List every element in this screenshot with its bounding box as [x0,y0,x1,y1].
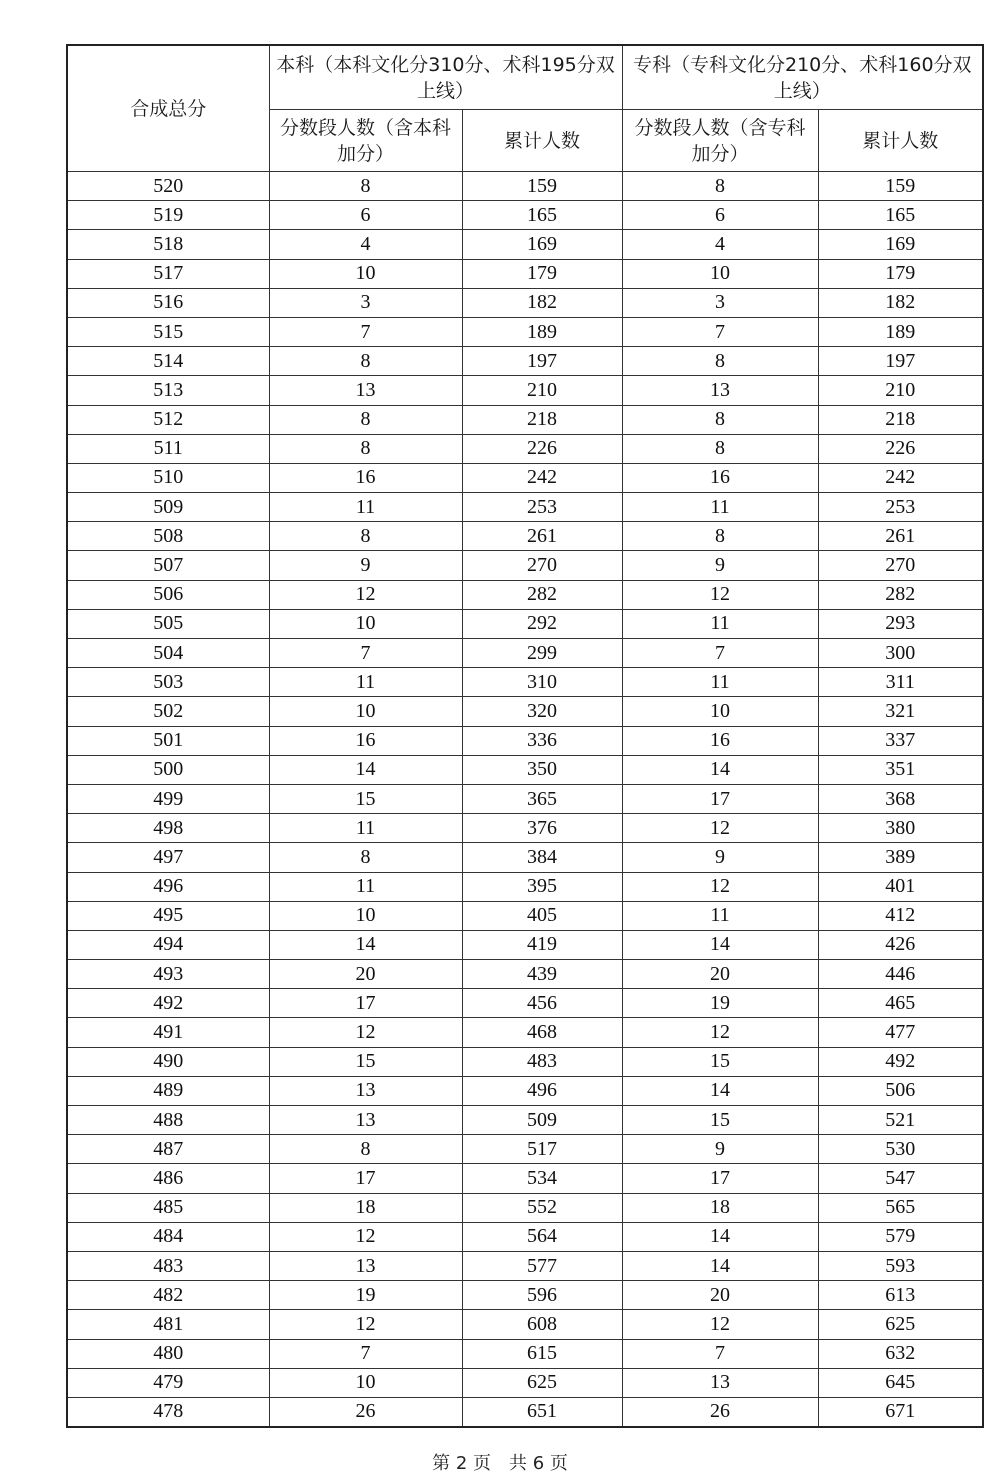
cell-undergrad-segment: 7 [269,1339,462,1368]
cell-total-score: 483 [67,1251,269,1280]
table-row [67,522,983,551]
cell-total-score: 498 [67,814,269,843]
cell-total-score: 478 [67,1397,269,1427]
cell-total-score: 490 [67,1047,269,1076]
header-total-score: 合成总分 [67,45,269,172]
table-row [67,1076,983,1105]
cell-total-score: 513 [67,376,269,405]
cell-undergrad-cumulative: 197 [462,347,622,376]
cell-undergrad-cumulative: 182 [462,288,622,317]
table-body [67,172,983,1428]
cell-total-score: 504 [67,639,269,668]
cell-junior-cumulative: 625 [818,1310,983,1339]
table-row [67,989,983,1018]
cell-undergrad-segment: 8 [269,405,462,434]
table-row [67,1164,983,1193]
cell-undergrad-cumulative: 596 [462,1281,622,1310]
cell-undergrad-cumulative: 270 [462,551,622,580]
cell-junior-segment: 17 [622,784,818,813]
cell-undergrad-cumulative: 218 [462,405,622,434]
cell-junior-segment: 8 [622,434,818,463]
cell-undergrad-segment: 13 [269,1106,462,1135]
cell-undergrad-cumulative: 165 [462,201,622,230]
table-row [67,493,983,522]
cell-total-score: 508 [67,522,269,551]
cell-total-score: 496 [67,872,269,901]
cell-junior-segment: 3 [622,288,818,317]
header-junior-group: 专科（专科文化分210分、术科160分双上线） [622,45,983,110]
cell-junior-cumulative: 218 [818,405,983,434]
cell-undergrad-cumulative: 577 [462,1251,622,1280]
cell-junior-cumulative: 337 [818,726,983,755]
score-distribution-table [66,44,984,1428]
cell-undergrad-cumulative: 226 [462,434,622,463]
cell-total-score: 501 [67,726,269,755]
cell-undergrad-segment: 8 [269,434,462,463]
table-row [67,1135,983,1164]
cell-undergrad-segment: 12 [269,1222,462,1251]
cell-undergrad-cumulative: 468 [462,1018,622,1047]
cell-junior-cumulative: 321 [818,697,983,726]
cell-junior-segment: 7 [622,317,818,346]
cell-undergrad-segment: 11 [269,493,462,522]
table-header [67,45,983,172]
table-row [67,1193,983,1222]
cell-junior-segment: 8 [622,522,818,551]
cell-undergrad-segment: 12 [269,1018,462,1047]
cell-junior-segment: 16 [622,463,818,492]
cell-total-score: 510 [67,463,269,492]
table-row [67,960,983,989]
cell-undergrad-segment: 10 [269,697,462,726]
cell-undergrad-cumulative: 159 [462,172,622,201]
cell-undergrad-cumulative: 365 [462,784,622,813]
table-row [67,872,983,901]
cell-junior-segment: 8 [622,347,818,376]
cell-junior-segment: 11 [622,668,818,697]
cell-undergrad-segment: 10 [269,901,462,930]
table-row [67,463,983,492]
cell-undergrad-segment: 8 [269,172,462,201]
cell-undergrad-segment: 10 [269,1368,462,1397]
table-row [67,288,983,317]
cell-undergrad-segment: 13 [269,376,462,405]
cell-undergrad-segment: 10 [269,259,462,288]
cell-undergrad-segment: 11 [269,814,462,843]
cell-junior-cumulative: 632 [818,1339,983,1368]
cell-junior-cumulative: 412 [818,901,983,930]
header-undergrad-group: 本科（本科文化分310分、术科195分双上线） [269,45,622,110]
cell-undergrad-segment: 8 [269,347,462,376]
table-row [67,1281,983,1310]
table-row [67,1368,983,1397]
cell-junior-segment: 18 [622,1193,818,1222]
cell-junior-segment: 14 [622,755,818,784]
table-row [67,755,983,784]
cell-junior-segment: 8 [622,172,818,201]
cell-total-score: 518 [67,230,269,259]
cell-junior-cumulative: 465 [818,989,983,1018]
table-row [67,376,983,405]
cell-junior-segment: 6 [622,201,818,230]
table-row [67,172,983,201]
cell-undergrad-cumulative: 534 [462,1164,622,1193]
cell-total-score: 486 [67,1164,269,1193]
cell-junior-cumulative: 492 [818,1047,983,1076]
cell-junior-cumulative: 579 [818,1222,983,1251]
cell-junior-segment: 20 [622,1281,818,1310]
cell-junior-cumulative: 506 [818,1076,983,1105]
cell-junior-cumulative: 159 [818,172,983,201]
cell-undergrad-cumulative: 384 [462,843,622,872]
cell-junior-cumulative: 179 [818,259,983,288]
cell-junior-cumulative: 613 [818,1281,983,1310]
cell-junior-segment: 11 [622,901,818,930]
cell-undergrad-segment: 11 [269,668,462,697]
header-undergrad-cumulative: 累计人数 [462,110,622,172]
cell-undergrad-segment: 10 [269,609,462,638]
cell-total-score: 519 [67,201,269,230]
cell-total-score: 517 [67,259,269,288]
cell-junior-segment: 26 [622,1397,818,1427]
cell-undergrad-segment: 6 [269,201,462,230]
cell-undergrad-segment: 7 [269,317,462,346]
cell-junior-cumulative: 671 [818,1397,983,1427]
cell-junior-cumulative: 226 [818,434,983,463]
table-row [67,1397,983,1427]
cell-junior-cumulative: 426 [818,930,983,959]
cell-undergrad-cumulative: 608 [462,1310,622,1339]
cell-total-score: 506 [67,580,269,609]
table-row [67,317,983,346]
cell-junior-cumulative: 380 [818,814,983,843]
cell-undergrad-segment: 4 [269,230,462,259]
cell-undergrad-segment: 19 [269,1281,462,1310]
cell-junior-cumulative: 521 [818,1106,983,1135]
cell-total-score: 499 [67,784,269,813]
cell-total-score: 494 [67,930,269,959]
table-row [67,901,983,930]
cell-undergrad-cumulative: 651 [462,1397,622,1427]
cell-junior-segment: 14 [622,1076,818,1105]
cell-junior-segment: 13 [622,1368,818,1397]
cell-junior-segment: 12 [622,872,818,901]
cell-junior-segment: 10 [622,259,818,288]
cell-junior-cumulative: 300 [818,639,983,668]
cell-junior-segment: 11 [622,609,818,638]
cell-undergrad-cumulative: 253 [462,493,622,522]
cell-junior-cumulative: 311 [818,668,983,697]
cell-undergrad-segment: 9 [269,551,462,580]
cell-junior-cumulative: 165 [818,201,983,230]
cell-undergrad-cumulative: 189 [462,317,622,346]
cell-undergrad-cumulative: 509 [462,1106,622,1135]
cell-total-score: 500 [67,755,269,784]
cell-total-score: 512 [67,405,269,434]
cell-undergrad-segment: 11 [269,872,462,901]
cell-total-score: 488 [67,1106,269,1135]
cell-undergrad-segment: 16 [269,726,462,755]
cell-undergrad-segment: 8 [269,843,462,872]
cell-junior-segment: 19 [622,989,818,1018]
cell-junior-segment: 14 [622,1251,818,1280]
cell-total-score: 479 [67,1368,269,1397]
cell-undergrad-cumulative: 261 [462,522,622,551]
cell-undergrad-segment: 20 [269,960,462,989]
cell-undergrad-segment: 8 [269,1135,462,1164]
table-row [67,1222,983,1251]
header-row-group [67,45,983,110]
cell-junior-cumulative: 645 [818,1368,983,1397]
cell-total-score: 492 [67,989,269,1018]
cell-undergrad-cumulative: 292 [462,609,622,638]
cell-junior-cumulative: 169 [818,230,983,259]
cell-junior-cumulative: 210 [818,376,983,405]
cell-junior-segment: 10 [622,697,818,726]
cell-junior-cumulative: 242 [818,463,983,492]
cell-undergrad-segment: 8 [269,522,462,551]
table-row [67,814,983,843]
cell-junior-segment: 8 [622,405,818,434]
cell-junior-cumulative: 389 [818,843,983,872]
cell-junior-segment: 14 [622,1222,818,1251]
table-row [67,230,983,259]
cell-total-score: 482 [67,1281,269,1310]
cell-total-score: 514 [67,347,269,376]
table-row [67,405,983,434]
cell-junior-segment: 12 [622,1018,818,1047]
cell-junior-cumulative: 593 [818,1251,983,1280]
header-junior-cumulative: 累计人数 [818,110,983,172]
cell-total-score: 487 [67,1135,269,1164]
cell-undergrad-cumulative: 456 [462,989,622,1018]
cell-total-score: 493 [67,960,269,989]
cell-undergrad-segment: 12 [269,580,462,609]
table-row [67,580,983,609]
table-row [67,347,983,376]
table-row [67,930,983,959]
table-row [67,434,983,463]
cell-junior-segment: 4 [622,230,818,259]
cell-total-score: 511 [67,434,269,463]
cell-junior-segment: 15 [622,1047,818,1076]
cell-undergrad-cumulative: 439 [462,960,622,989]
table-row [67,1047,983,1076]
cell-junior-segment: 7 [622,1339,818,1368]
cell-junior-segment: 12 [622,1310,818,1339]
table-row [67,843,983,872]
cell-undergrad-cumulative: 625 [462,1368,622,1397]
cell-undergrad-cumulative: 552 [462,1193,622,1222]
cell-total-score: 515 [67,317,269,346]
cell-junior-cumulative: 189 [818,317,983,346]
table-row [67,1339,983,1368]
table-row [67,551,983,580]
cell-undergrad-cumulative: 564 [462,1222,622,1251]
cell-junior-segment: 14 [622,930,818,959]
cell-junior-cumulative: 293 [818,609,983,638]
cell-junior-segment: 7 [622,639,818,668]
cell-undergrad-segment: 7 [269,639,462,668]
cell-junior-cumulative: 446 [818,960,983,989]
table-row [67,1018,983,1047]
table-row [67,1251,983,1280]
cell-junior-segment: 12 [622,814,818,843]
cell-junior-cumulative: 401 [818,872,983,901]
cell-junior-segment: 16 [622,726,818,755]
header-undergrad-segment: 分数段人数（含本科加分） [269,110,462,172]
cell-undergrad-segment: 13 [269,1076,462,1105]
cell-undergrad-cumulative: 483 [462,1047,622,1076]
cell-total-score: 491 [67,1018,269,1047]
cell-junior-segment: 20 [622,960,818,989]
cell-total-score: 502 [67,697,269,726]
table-row [67,609,983,638]
cell-undergrad-cumulative: 242 [462,463,622,492]
cell-undergrad-cumulative: 419 [462,930,622,959]
cell-undergrad-cumulative: 405 [462,901,622,930]
cell-undergrad-segment: 15 [269,784,462,813]
header-junior-segment: 分数段人数（含专科加分） [622,110,818,172]
cell-undergrad-segment: 18 [269,1193,462,1222]
cell-junior-segment: 9 [622,551,818,580]
cell-total-score: 516 [67,288,269,317]
cell-total-score: 489 [67,1076,269,1105]
table-row [67,697,983,726]
cell-undergrad-cumulative: 210 [462,376,622,405]
cell-junior-segment: 9 [622,843,818,872]
table-row [67,784,983,813]
cell-undergrad-segment: 12 [269,1310,462,1339]
cell-undergrad-segment: 14 [269,755,462,784]
cell-junior-segment: 12 [622,580,818,609]
table-row [67,668,983,697]
cell-total-score: 509 [67,493,269,522]
cell-undergrad-cumulative: 310 [462,668,622,697]
cell-undergrad-cumulative: 169 [462,230,622,259]
cell-undergrad-segment: 26 [269,1397,462,1427]
cell-total-score: 497 [67,843,269,872]
cell-junior-cumulative: 261 [818,522,983,551]
cell-undergrad-segment: 3 [269,288,462,317]
cell-junior-segment: 9 [622,1135,818,1164]
cell-undergrad-segment: 15 [269,1047,462,1076]
cell-junior-segment: 17 [622,1164,818,1193]
cell-junior-segment: 11 [622,493,818,522]
cell-undergrad-cumulative: 496 [462,1076,622,1105]
cell-junior-cumulative: 253 [818,493,983,522]
table-row [67,201,983,230]
table-row [67,639,983,668]
cell-undergrad-cumulative: 299 [462,639,622,668]
cell-undergrad-cumulative: 336 [462,726,622,755]
cell-undergrad-cumulative: 376 [462,814,622,843]
cell-junior-cumulative: 197 [818,347,983,376]
cell-total-score: 481 [67,1310,269,1339]
cell-undergrad-segment: 17 [269,1164,462,1193]
cell-total-score: 484 [67,1222,269,1251]
cell-undergrad-segment: 14 [269,930,462,959]
cell-junior-cumulative: 530 [818,1135,983,1164]
cell-junior-cumulative: 270 [818,551,983,580]
cell-junior-cumulative: 282 [818,580,983,609]
table-row [67,259,983,288]
cell-junior-segment: 15 [622,1106,818,1135]
cell-total-score: 520 [67,172,269,201]
cell-undergrad-cumulative: 615 [462,1339,622,1368]
table-row [67,726,983,755]
cell-junior-cumulative: 351 [818,755,983,784]
cell-undergrad-cumulative: 350 [462,755,622,784]
cell-junior-cumulative: 547 [818,1164,983,1193]
cell-undergrad-cumulative: 179 [462,259,622,288]
cell-junior-cumulative: 565 [818,1193,983,1222]
cell-junior-cumulative: 182 [818,288,983,317]
cell-total-score: 485 [67,1193,269,1222]
cell-undergrad-segment: 17 [269,989,462,1018]
cell-total-score: 507 [67,551,269,580]
cell-undergrad-segment: 16 [269,463,462,492]
cell-undergrad-cumulative: 517 [462,1135,622,1164]
table-row [67,1106,983,1135]
cell-total-score: 495 [67,901,269,930]
table-row [67,1310,983,1339]
cell-undergrad-cumulative: 282 [462,580,622,609]
cell-junior-cumulative: 368 [818,784,983,813]
cell-total-score: 505 [67,609,269,638]
cell-junior-cumulative: 477 [818,1018,983,1047]
cell-junior-segment: 13 [622,376,818,405]
cell-undergrad-cumulative: 320 [462,697,622,726]
cell-undergrad-cumulative: 395 [462,872,622,901]
cell-undergrad-segment: 13 [269,1251,462,1280]
cell-total-score: 503 [67,668,269,697]
page-number-footer: 第 2 页 共 6 页 [432,1453,568,1474]
cell-total-score: 480 [67,1339,269,1368]
